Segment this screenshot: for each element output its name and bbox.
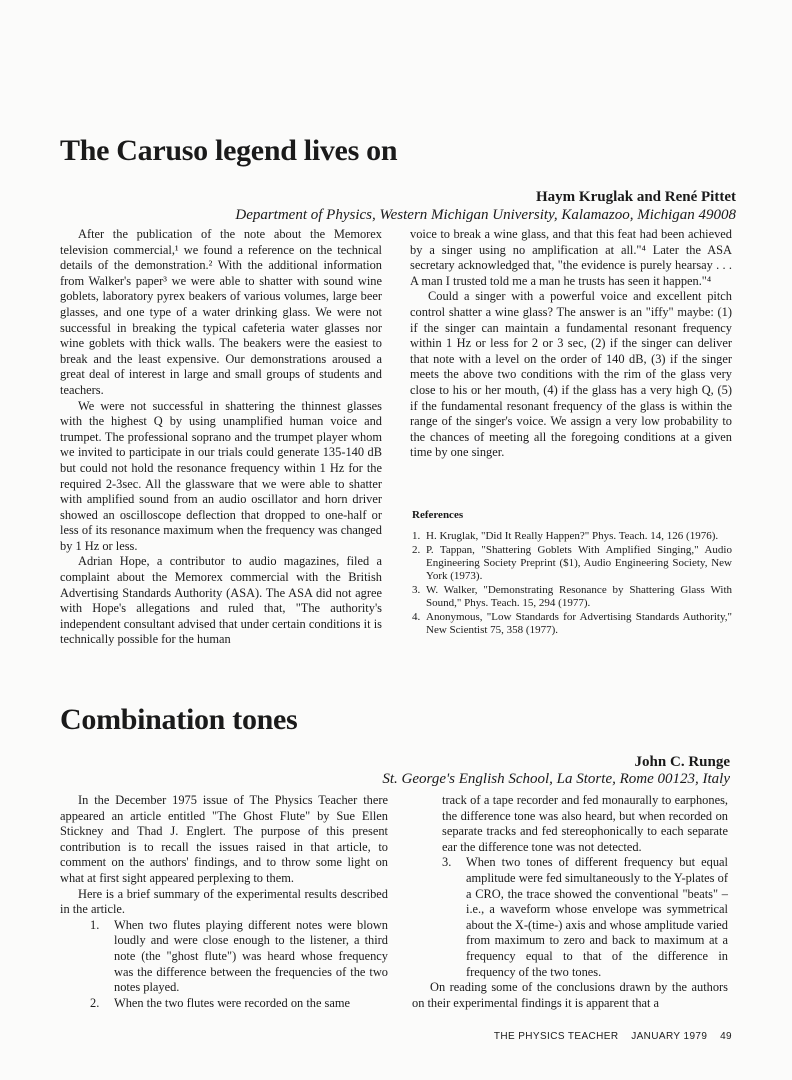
reference-item [412,611,732,637]
item-number: 2. [90,995,100,1010]
journal-name: THE PHYSICS TEACHER [493,1031,619,1042]
article1-paragraph: Could a singer with a powerful voice and excellent pitch control shatter a wine glass? The answer is an "iffy" maybe: (1) if the singer can maintain a fundamental resonant frequency within 1 Hz or less for 2 or 3 sec, (2) if the singer can deliver that note with a level on the order of 140 dB, (3) if the singer meets the above two conditions with the rim of the glass very close to his or her mouth, (4) if the glass has a very high Q, (5) if the fundamental resonant frequency of the glass is within the range of the singer's voice. We assign a very low probability to the chances of meeting all the foregoing conditions at a given time by one singer. [410,289,732,460]
article1-authors: Haym Kruglak and René Pittet [536,189,736,205]
article2-paragraph: On reading some of the conclusions drawn by the authors on their experimental findings it is apparent that a [412,980,728,1010]
reference-item [412,584,732,610]
reference-text: Anonymous, "Low Standards for Advertising Standards Authority," New Scientist 75, 358 (1977). [426,611,732,636]
item-number: 3. [442,855,452,870]
article2-paragraph: Here is a brief summary of the experimental results described in the article. [60,886,388,917]
article2-affiliation: St. George's English School, La Storte, Rome 00123, Italy [382,771,730,787]
article2-title: Combination tones [60,703,298,736]
article2-column-left [60,793,388,1011]
references-heading: References [412,509,464,521]
numbered-item [412,855,728,980]
article2-author: John C. Runge [634,754,730,770]
item-text: When two tones of different frequency but equal amplitude were fed simultaneously to the Y-plates of a CRO, the trace showed the conventional "beats" – i.e., a waveform whose envelope was symmetrical about the X-(time-) axis and whose amplitude varied from maximum to zero and back to maximum at a frequency equal to that of the difference in frequency of the two tones. [466,855,728,979]
reference-item [412,530,732,543]
reference-number: 4. [412,611,421,623]
article1-paragraph: Adrian Hope, a contributor to audio magazines, filed a complaint about the Memorex commercial with the British Advertising Standards Authority (ASA). The ASA did not agree with Hope's allegations and ruled that, "The authority's independent consultant advised that under certain conditions it is technically possible for the human [60,554,382,647]
item-continuation: track of a tape recorder and fed monaurally to earphones, the difference tone was also heard, but when recorded on separate tracks and fed stereophonically to each separate ear the difference tone was not detected. [442,793,728,854]
article2-paragraph: In the December 1975 issue of The Physics Teacher there appeared an article entitled "The Ghost Flute" by Sue Ellen Stickney and Thad J. Englert. The purpose of this present contribution is to recall the issues raised in that article, to comment on the authors' findings, and to throw some light on what at first sight appeared perplexing to them. [60,793,388,885]
reference-number: 1. [412,530,421,542]
reference-number: 2. [412,544,421,556]
references-list [412,530,732,638]
reference-text: W. Walker, "Demonstrating Resonance by Shattering Glass With Sound," Phys. Teach. 15, 294 (1977). [426,584,732,609]
article1-column-right [410,227,732,461]
article1-paragraph: After the publication of the note about the Memorex television commercial,¹ we found a reference on the technical details of the demonstration.² With the additional information from Walker's paper³ we were able to shatter with sound wine goblets, laboratory pyrex beakers of various volumes, large beer glasses, and one type of a water drinking glass. We were not successful in breaking the typical cafeteria water glasses nor wine goblets with thick walls. The beakers were the easiest to break and the least expensive. Our demonstrations aroused a great deal of interest in large and small groups of students and teachers. [60,227,382,397]
article1-paragraph: voice to break a wine glass, and that this feat had been achieved by a singer using no amplification at all."⁴ Later the ASA secretary acknowledged that, "the evidence is purely hearsay . . . A man I trusted told me a man he trusts has seen it happen."⁴ [410,227,732,288]
page-number: 49 [720,1031,732,1042]
item-text: When the two flutes were recorded on the same [114,995,351,1010]
article1-affiliation: Department of Physics, Western Michigan University, Kalamazoo, Michigan 49008 [235,207,736,223]
page-footer [494,1031,732,1042]
item-text: When two flutes playing different notes were blown loudly and were close enough to the listener, a third note (the "ghost flute") was heard whose frequency was the difference between the frequencies of the two notes played. [114,917,388,995]
reference-text: H. Kruglak, "Did It Really Happen?" Phys. Teach. 14, 126 (1976). [426,530,719,542]
article1-title: The Caruso legend lives on [60,134,398,167]
article1-column-left [60,227,382,648]
reference-text: P. Tappan, "Shattering Goblets With Amplified Singing," Audio Engineering Society Preprint ($1), Audio Engineering Society, New York (1973). [426,544,732,582]
numbered-item [60,996,388,1012]
reference-number: 3. [412,584,421,596]
article2-column-right [412,793,728,1011]
numbered-item [60,918,388,996]
reference-item [412,544,732,583]
item-number: 1. [90,917,100,932]
article1-paragraph: We were not successful in shattering the thinnest glasses with the highest Q by using unamplified human voice and trumpet. The professional soprano and the trumpet player whom we invited to participate in our trials could generate 135-140 dB but could not hold the resonance frequency within 1 Hz for the required 2-3sec. All the glassware that we were able to shatter with amplified sound from an audio oscillator and horn driver showed an oscilloscope deflection that dropped to one-half or less of its resonance maximum when the frequency was changed by 1 Hz or less. [60,398,382,553]
issue-date: JANUARY 1979 [631,1031,708,1042]
